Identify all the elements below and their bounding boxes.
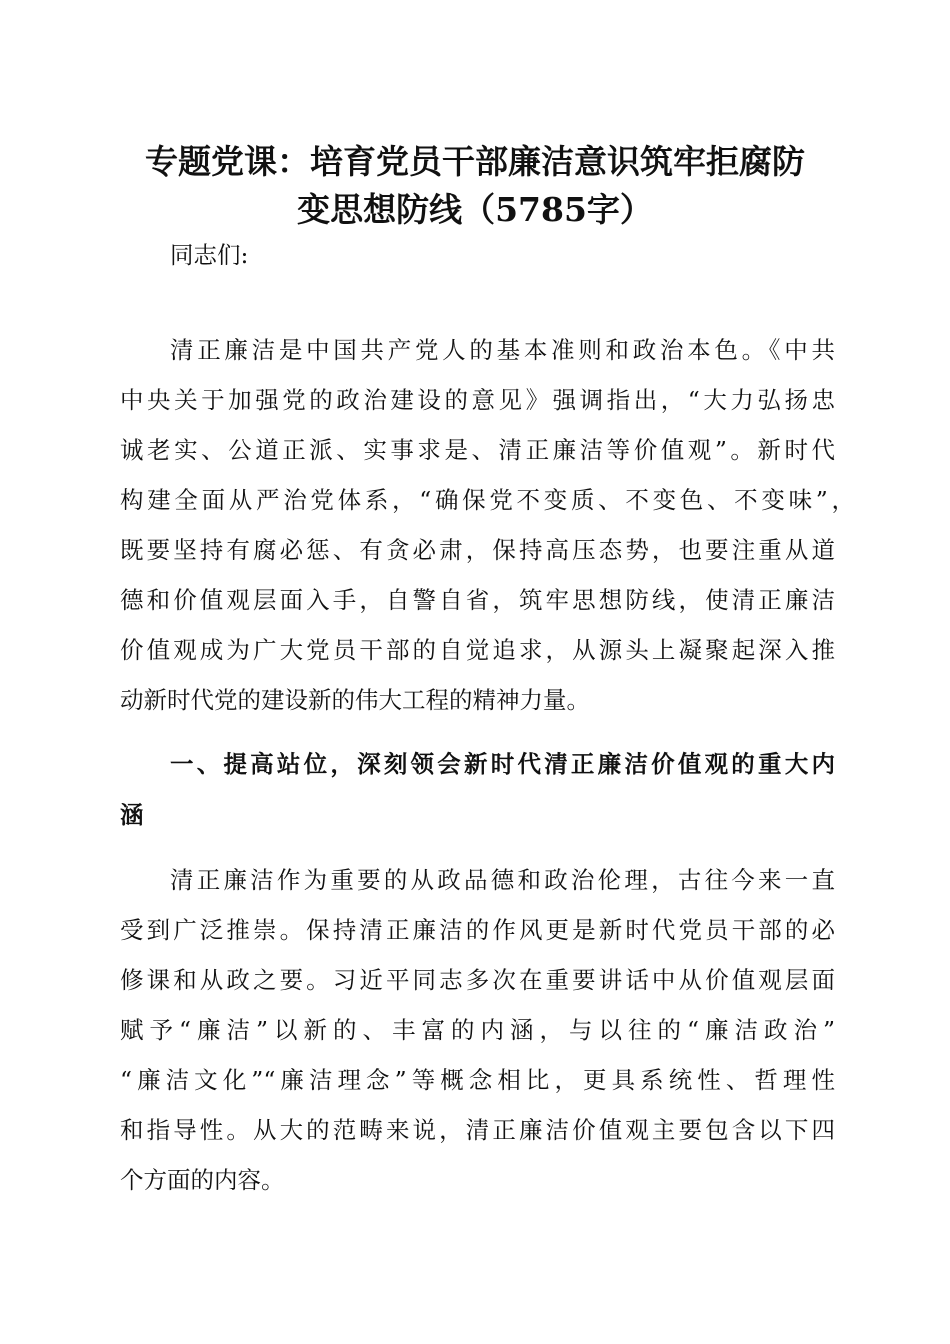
- paragraph-line: 和指导性。从大的范畴来说，清正廉洁价值观主要包含以下四: [120, 1116, 835, 1144]
- document-title-line-2: 变思想防线（5785字）: [297, 190, 653, 229]
- paragraph-line: 赋予“廉洁”以新的、丰富的内涵，与以往的“廉洁政治”: [120, 1016, 835, 1044]
- paragraph-line: 清正廉洁作为重要的从政品德和政治伦理，古往今来一直: [170, 866, 835, 894]
- section-heading-continued: 涵: [120, 801, 144, 829]
- salutation: 同志们:: [170, 241, 249, 269]
- paragraph-line: 受到广泛推崇。保持清正廉洁的作风更是新时代党员干部的必: [120, 916, 835, 944]
- document-title-line-1: 专题党课：培育党员干部廉洁意识筑牢拒腐防: [145, 142, 805, 181]
- section-heading: 一、提高站位，深刻领会新时代清正廉洁价值观的重大内: [170, 750, 835, 778]
- paragraph-line: 中央关于加强党的政治建设的意见》强调指出，“大力弘扬忠: [120, 386, 835, 414]
- paragraph-line: 清正廉洁是中国共产党人的基本准则和政治本色。《中共: [170, 336, 835, 364]
- paragraph-line: 动新时代党的建设新的伟大工程的精神力量。: [120, 686, 590, 714]
- paragraph-line: 既要坚持有腐必惩、有贪必肃，保持高压态势，也要注重从道: [120, 536, 835, 564]
- paragraph-line: 价值观成为广大党员干部的自觉追求，从源头上凝聚起深入推: [120, 636, 835, 664]
- paragraph-line: 德和价值观层面入手，自警自省，筑牢思想防线，使清正廉洁: [120, 586, 835, 614]
- paragraph-line: 诚老实、公道正派、实事求是、清正廉洁等价值观”。新时代: [120, 436, 835, 464]
- paragraph-line: “廉洁文化”“廉洁理念”等概念相比，更具系统性、哲理性: [120, 1066, 835, 1094]
- paragraph-line: 个方面的内容。: [120, 1166, 285, 1194]
- paragraph-line: 修课和从政之要。习近平同志多次在重要讲话中从价值观层面: [120, 966, 835, 994]
- paragraph-line: 构建全面从严治党体系，“确保党不变质、不变色、不变味”，: [120, 486, 855, 514]
